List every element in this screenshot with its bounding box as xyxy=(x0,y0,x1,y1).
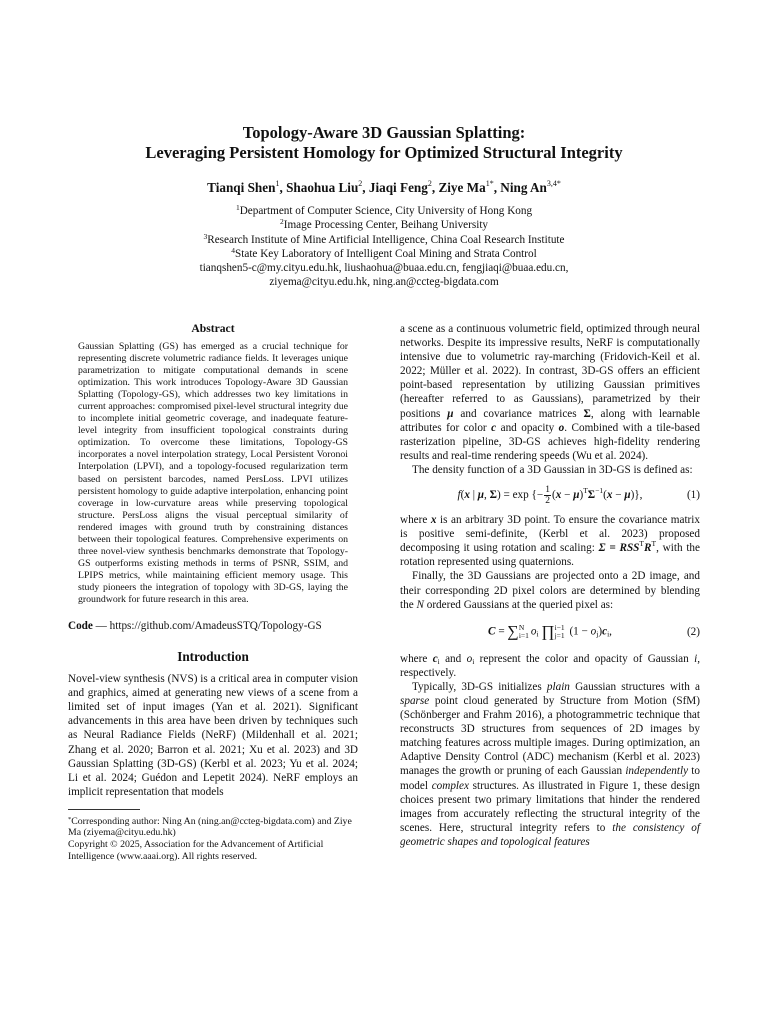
limit-upper: i−1 xyxy=(554,622,565,632)
body-paragraph xyxy=(400,652,700,680)
text-run: where xyxy=(400,514,431,527)
math-symbol: = exp { xyxy=(500,488,537,501)
author-list: Tianqi Shen$^1$, Shaohua Liu$^2$, Jiaqi Feng$^2$, Ziye $Ma^{1*}$, Ning $An^{3,4*}$ xyxy=(207,179,561,195)
math-symbol: Σ xyxy=(489,488,497,501)
math-superscript: T xyxy=(651,539,657,549)
author-affil-mark: 1* xyxy=(485,179,494,188)
math-symbol: R xyxy=(644,542,652,555)
math-symbol: , xyxy=(484,488,490,501)
emphasis: independently xyxy=(625,765,689,778)
emphasis: complex xyxy=(431,779,469,792)
math-symbol: (1 − xyxy=(566,625,591,638)
math-symbol: = xyxy=(495,625,508,638)
math-superscript: T xyxy=(639,539,644,549)
math-symbol: f xyxy=(457,488,461,501)
math-subscript: i xyxy=(536,629,539,639)
text-run: Gaussian structures with a xyxy=(569,680,700,693)
text-run: and opacity xyxy=(496,421,559,434)
section-heading-introduction: Introduction xyxy=(177,649,249,665)
left-column xyxy=(68,322,358,862)
math-symbol: o xyxy=(466,652,473,665)
title-line-2: Leveraging Persistent Homology for Optimized Structural Integrity xyxy=(145,143,623,162)
code-link[interactable]: https://github.com/AmadeusSTQ/Topology-GS xyxy=(109,620,322,633)
body-paragraph xyxy=(400,322,700,463)
affiliation-text: Image Processing Center, Beihang University xyxy=(283,219,489,232)
math-symbol: − xyxy=(561,488,574,501)
text-run: and xyxy=(439,652,467,665)
affiliation-mark: 2 xyxy=(279,217,284,227)
title-line-1: Topology-Aware 3D Gaussian Splatting: xyxy=(242,123,526,142)
math-symbol: μ xyxy=(624,488,631,501)
text-run: where xyxy=(400,652,433,665)
equation-1 xyxy=(400,477,700,513)
emphasis: plain xyxy=(546,680,570,693)
math-c: c xyxy=(491,421,497,434)
math-fraction xyxy=(544,485,551,506)
math-subscript: i xyxy=(472,656,475,666)
affiliation xyxy=(0,233,768,247)
fraction-denominator: 2 xyxy=(545,495,550,506)
math-symbol: ( xyxy=(460,488,465,501)
abstract-text: Gaussian Splatting (GS) has emerged as a crucial technique for representing discrete volumetric radiance fields. It leverages unique parametrization to mitigate computational demands in scene optimization. This work introduces Topology-Aware 3D Gaussian Splatting (Topology-GS), which addresses two key limitations in current approaches: compromised pixel-level structural integrity due to incomplete initial geometric coverage, and inadequate feature-level integrity from insufficient topological constraints during optimization. To overcome these limitations, Topology-GS incorporates a novel interpolation strategy, Local Persistent Voronoi Interpolation (LPVI), and a topology-focused regularization term based on persistent barcodes, named PersLoss. LPVI utilizes persistent homology to guide adaptive interpolation, enhancing point coverage in low-curvature areas while preserving topological structure. PersLoss aligns the visual perceptual similarity of rendered images with ground truth by constraining distances between their topological features. Comprehensive experiments on three novel-view synthesis benchmarks demonstrate that Topology-GS outperforms existing methods in terms of PSNR, SSIM, and LPIPS metrics, while maintaining efficient memory usage. This study pioneers the integration of topology with 3D-GS, laying the groundwork for future research in this area. xyxy=(78,341,348,605)
email-line-1: tianqshen5-c@my.cityu.edu.hk, liushaohua@buaa.edu.cn, fengjiaqi@buaa.edu.cn, xyxy=(199,262,569,275)
text-run: Finally, the 3D Gaussians are projected onto a 2D image, and their corresponding 2D pixel colors are determined by blending the xyxy=(400,570,700,611)
math-subscript: j xyxy=(596,629,599,639)
limit-upper: N xyxy=(518,622,525,632)
math-symbol: ) xyxy=(579,488,584,501)
math-subscript: i xyxy=(607,629,610,639)
affiliation-text: State Key Laboratory of Intelligent Coal Mining and Strata Control xyxy=(235,247,537,260)
body-paragraph: The density function of a 3D Gaussian in 3D-GS is defined as: xyxy=(412,463,693,476)
right-column xyxy=(400,322,700,849)
product-operator: ∏ xyxy=(541,623,555,641)
affiliation xyxy=(0,204,768,218)
text-run: point cloud generated by Structure from Motion (SfM) (Schönberger and Frahm 2016), a photogrammetric technique that reconstructs 3D structures from sequences of 2D images by matching features across multiple images. During optimization, an Adaptive Density Control (ADC) mechanism (Kerbl et al. 2023) manages the growth or pruning of each Gaussian xyxy=(400,694,700,778)
text-run: represent the color and opacity of Gaussian xyxy=(474,652,695,665)
sum-operator: ∑ xyxy=(507,623,519,641)
math-symbol: x xyxy=(464,488,470,501)
equation-2-body xyxy=(488,624,612,640)
math-symbol: C xyxy=(488,625,496,638)
math-subscript: i xyxy=(437,656,440,666)
sum-limits xyxy=(519,624,529,640)
math-symbol: − xyxy=(536,488,544,501)
text-run: Typically, 3D-GS initializes xyxy=(412,680,547,693)
text-run: is an arbitrary 3D point. To ensure the covariance matrix is positive semi-definite, (Kerbl et al. 2023) proposed decomposing it using rotation and scaling: xyxy=(400,514,700,555)
affiliation-text: Research Institute of Mine Artificial Intelligence, China Coal Research Institute xyxy=(207,233,565,246)
code-line xyxy=(68,619,358,633)
email-line-2: ziyema@cityu.edu.hk, ning.an@ccteg-bigdata.com xyxy=(269,276,499,289)
math-symbol: c xyxy=(432,652,438,665)
author-name: Ziye Ma xyxy=(438,180,486,195)
intro-paragraph: Novel-view synthesis (NVS) is a critical area in computer vision and graphics, aimed at generating new views of a scene from a limited set of input images (Yan et al. 2021). Significant advancements in this area have been driven by techniques such as Neural Radiance Fields (NeRF) (Mildenhall et al. 2021; Zhang et al. 2020; Barron et al. 2021; Xu et al. 2023) and 3D Gaussian Splatting (3D-GS) (Kerbl et al. 2023; Yu et al. 2024; Li et al. 2024; Guédon and Lepetit 2024). NeRF employs an implicit representation that models xyxy=(68,673,358,798)
text-run: a scene as a continuous volumetric field, optimized through neural networks. Despite its impressive results, NeRF is computationally intensive due to volumetric ray-marching (Fridovich-Keil et al. 2022; Müller et al. 2022). In contrast, 3D-GS offers an efficient point-based representation by utilizing Gaussian primitives (hereafter referred to as Gaussians), parametrized by their positions xyxy=(400,323,700,420)
text-run: and covariance matrices xyxy=(453,407,584,420)
math-N: N xyxy=(416,598,424,611)
author-affil-mark: 1 xyxy=(275,179,280,188)
math-symbol: ( xyxy=(551,488,556,501)
math-symbol: )}, xyxy=(630,488,643,501)
math-symbol: Σ xyxy=(587,488,596,501)
text-run: ordered Gaussians at the queried pixel as: xyxy=(423,598,614,611)
math-sigma: Σ xyxy=(583,407,591,420)
text-run: , respectively. xyxy=(400,652,700,679)
author-name: Jiaqi Feng xyxy=(368,180,428,195)
math-symbol: ) xyxy=(598,625,603,638)
abstract-heading: Abstract xyxy=(191,322,235,335)
body-paragraph xyxy=(400,680,700,849)
math-symbol: , xyxy=(609,625,612,638)
math-symbol: o xyxy=(530,625,537,638)
footnote-copyright: Copyright © 2025, Association for the Advancement of Artificial Intelligence (www.aaai.org). All rights reserved. xyxy=(68,839,324,862)
author-name: Tianqi Shen xyxy=(207,180,276,195)
math-symbol: − xyxy=(612,488,625,501)
math-symbol: μ xyxy=(477,488,485,501)
math-mu: μ xyxy=(447,407,454,420)
author-affil-mark: 2 xyxy=(358,179,363,188)
text-run: . Combined with a tile-based rasterization pipeline, 3D-GS achieves high-fidelity rendering results and real-time rendering speeds (Wu et al. 2024). xyxy=(400,421,700,462)
author-affil-mark: 3,4* xyxy=(546,179,561,188)
equation-2 xyxy=(400,612,700,652)
equation-1-body xyxy=(458,485,643,506)
affiliation-mark: 4 xyxy=(231,245,236,255)
math-symbol: c xyxy=(602,625,608,638)
affiliation xyxy=(0,247,768,261)
equation-number: (2) xyxy=(686,625,700,638)
math-symbol: μ xyxy=(573,488,580,501)
affiliation-mark: 3 xyxy=(203,231,208,241)
affiliation-block xyxy=(0,204,768,290)
text-run: , along with learnable attributes for color xyxy=(400,407,700,434)
emphasis: sparse xyxy=(400,694,430,707)
footnote-corresponding-text: Corresponding author: Ning An (ning.an@ccteg-bigdata.com) and Ziye Ma (ziyema@cityu.edu.hk) xyxy=(68,815,352,839)
math-symbol: ) xyxy=(496,488,501,501)
text-run: , with the rotation represented using quaternions. xyxy=(400,542,700,569)
author-affil-mark: 2 xyxy=(427,179,432,188)
text-run: structures. As illustrated in Figure 1, these design choices present two primary limitations that hinder the rendered images from accurately reflecting the structural integrity of the scenes. Here, structural integrity refers to xyxy=(400,779,701,834)
affiliation xyxy=(0,218,768,232)
limit-lower: j=1 xyxy=(554,630,565,640)
math-symbol: i xyxy=(694,652,698,665)
math-superscript: T xyxy=(583,485,588,495)
code-label: Code xyxy=(68,620,93,633)
author-name: Ning An xyxy=(500,180,547,195)
footnote-divider xyxy=(68,809,140,810)
limit-lower: i=1 xyxy=(518,630,529,640)
math-decomposition: Σ = RSS xyxy=(598,542,640,555)
code-separator: — xyxy=(92,620,110,633)
text-run: to model xyxy=(400,765,700,792)
math-symbol: | xyxy=(469,488,478,501)
math-x: x xyxy=(430,514,437,527)
equation-number: (1) xyxy=(686,489,700,502)
product-limits xyxy=(555,624,565,640)
paper-title xyxy=(0,123,768,163)
footnote-corresponding xyxy=(68,816,358,839)
math-symbol: x xyxy=(555,488,562,501)
math-symbol: x xyxy=(606,488,613,501)
math-symbol: ( xyxy=(603,488,607,501)
math-o: o xyxy=(558,421,565,434)
author-name: Shaohua Liu xyxy=(286,180,359,195)
emphasis: the consistency of geometric shapes and topological features xyxy=(400,821,700,848)
affiliation-mark: 1 xyxy=(235,203,240,212)
math-superscript: −1 xyxy=(595,485,604,495)
body-paragraph xyxy=(400,513,700,569)
math-symbol: o xyxy=(590,625,597,638)
fraction-numerator: 1 xyxy=(545,484,550,495)
body-paragraph xyxy=(400,569,700,611)
affiliation-text: Department of Computer Science, City University of Hong Kong xyxy=(239,205,533,217)
footnote-mark: * xyxy=(68,815,72,823)
